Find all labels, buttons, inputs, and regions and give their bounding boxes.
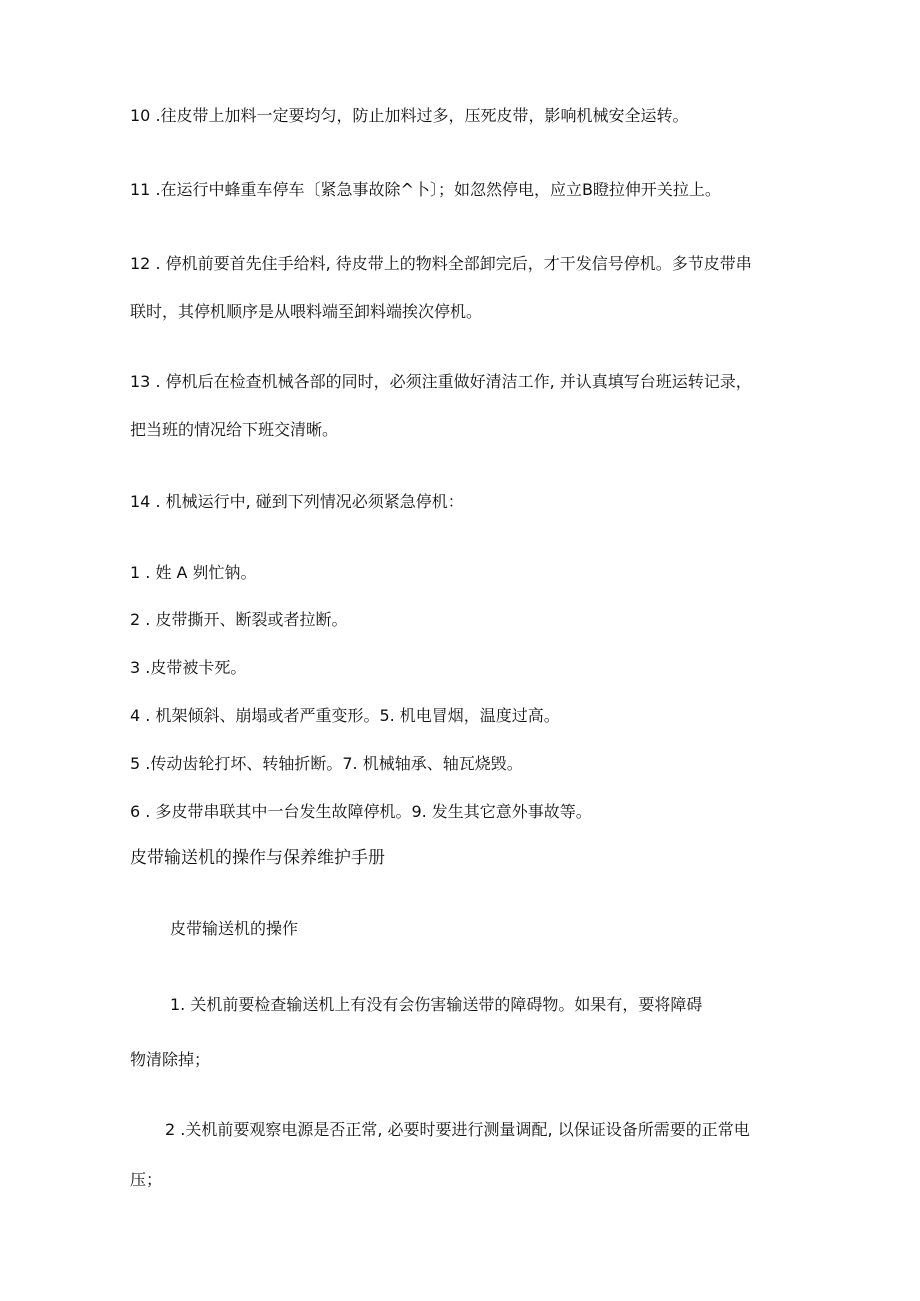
emergency-item-3: 3 .皮带被卡死。 <box>130 658 247 677</box>
rule-14: 14 . 机械运行中, 碰到下列情况必须紧急停机： <box>130 492 464 511</box>
rule-13-line-1: 13 . 停机后在检查机械各部的同时，必须注重做好清洁工作, 并认真填写台班运转记录， <box>130 372 752 391</box>
emergency-item-4: 4 . 机架倾斜、崩塌或者严重变形。5. 机电冒烟，温度过高。 <box>130 706 560 725</box>
manual-subtitle: 皮带输送机的操作 <box>170 919 299 938</box>
emergency-item-2: 2 . 皮带撕开、断裂或者拉断。 <box>130 610 348 629</box>
step-2-line-2: 压； <box>130 1170 163 1189</box>
step-1-line-2: 物清除掉； <box>130 1050 211 1069</box>
rule-11: 11 .在运行中蜂重车停车〔紧急事故除^卜〕；如忽然停电，应立B瞪拉伸开关拉上。 <box>130 180 721 199</box>
emergency-item-6: 6 . 多皮带串联其中一台发生故障停机。9. 发生其它意外事故等。 <box>130 802 592 821</box>
manual-title: 皮带输送机的操作与保养维护手册 <box>130 848 385 868</box>
rule-10: 10 .往皮带上加料一定要均匀，防止加料过多，压死皮带，影响机械安全运转。 <box>130 106 689 125</box>
emergency-item-1: 1 . 姓 A 刿忙钠。 <box>130 563 257 582</box>
rule-12-line-2: 联时，其停机顺序是从喂料端至卸料端挨次停机。 <box>130 302 483 321</box>
rule-13-line-2: 把当班的情况给下班交清晰。 <box>130 420 339 439</box>
step-2-line-1: 2 .关机前要观察电源是否正常, 必要时要进行测量调配, 以保证设备所需要的正常电 <box>165 1120 750 1139</box>
rule-12-line-1: 12 . 停机前要首先住手给料, 待皮带上的物料全部卸完后，才干发信号停机。多节皮带串 <box>130 254 752 273</box>
emergency-item-5: 5 .传动齿轮打坏、转轴折断。7. 机械轴承、轴瓦烧毁。 <box>130 754 523 773</box>
step-1-line-1: 1. 关机前要检查输送机上有没有会伤害输送带的障碍物。如果有，要将障碍 <box>170 995 703 1014</box>
